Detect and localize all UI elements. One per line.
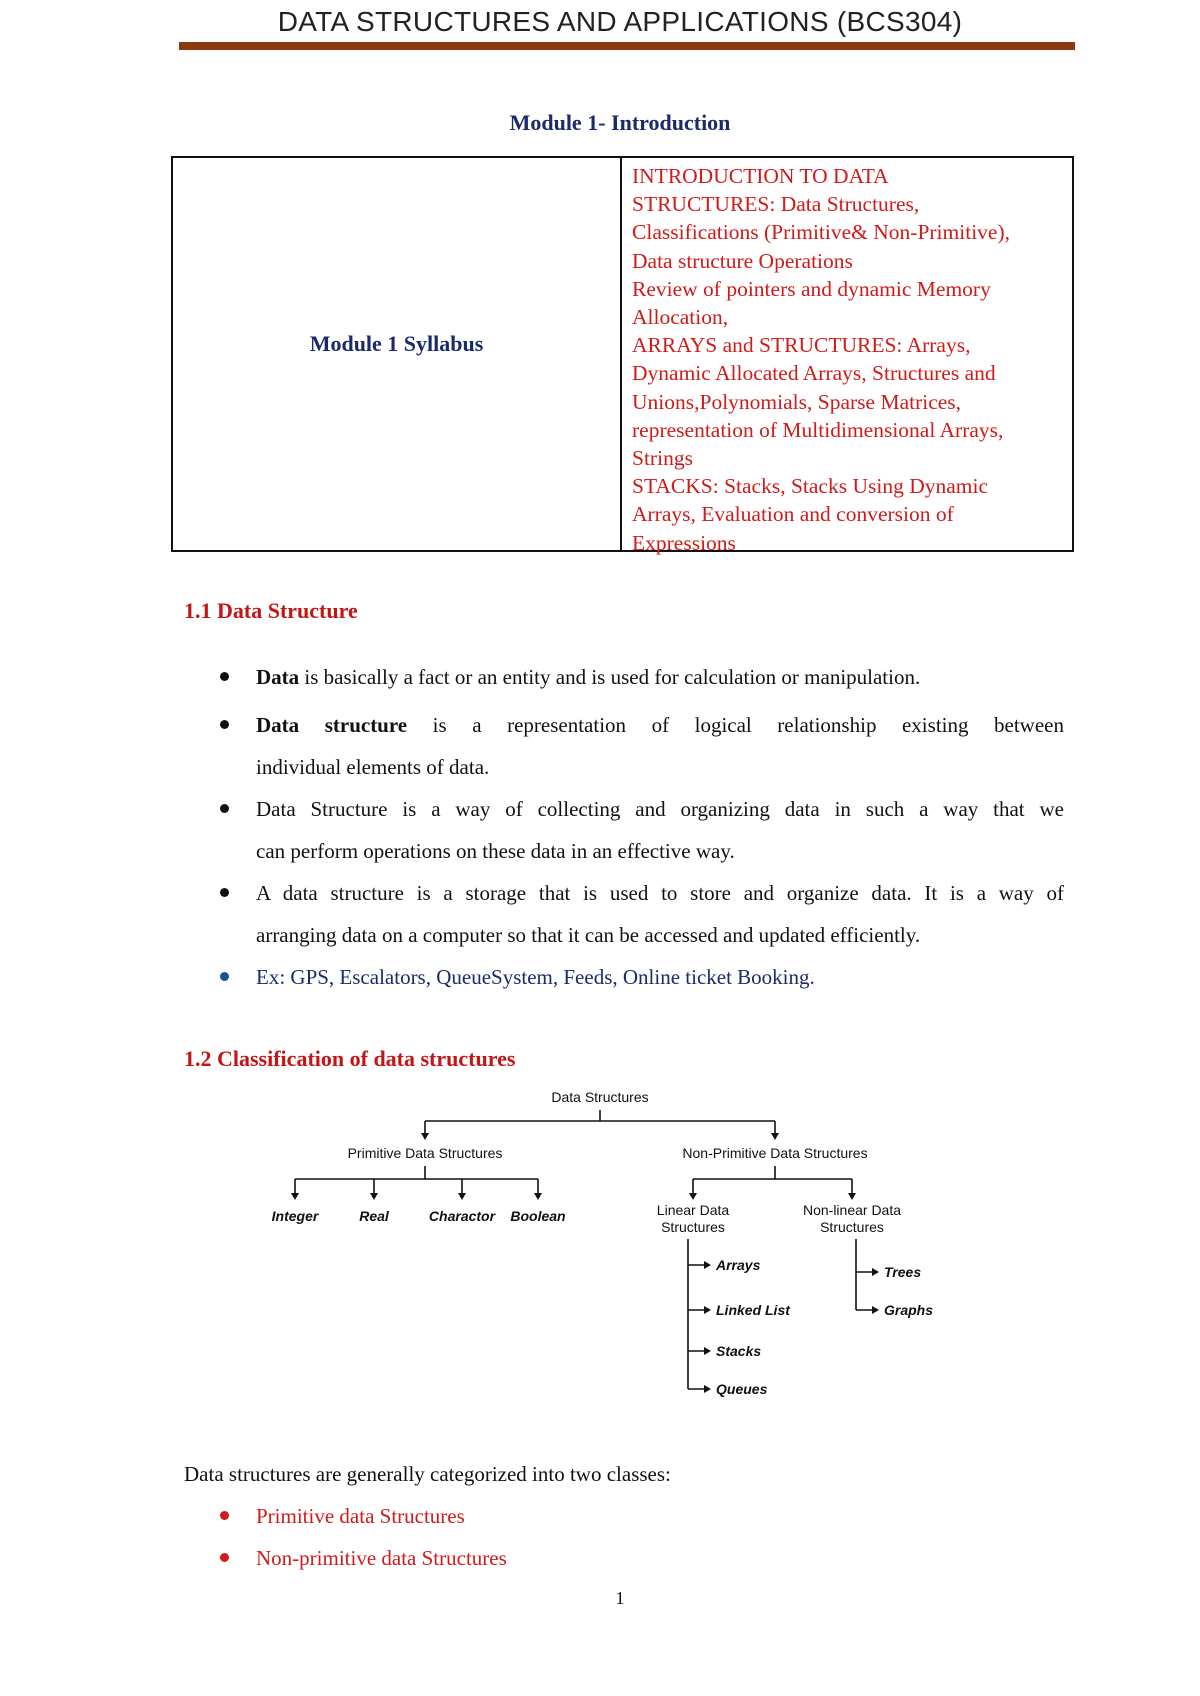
bullet-icon [220,1511,229,1520]
section-heading-classification: 1.2 Classification of data structures [184,1046,516,1071]
syllabus-line: Classifications (Primitive& Non-Primitive), [632,220,1011,245]
diagram-node-charactor: Charactor [428,1208,496,1224]
classification-paragraph: Data structures are generally categorized into two classes: [184,1462,671,1486]
arrow-icon [421,1133,429,1140]
syllabus-line: Expressions [632,530,736,555]
bullet-first-line [256,704,1064,746]
bullet-icon [220,804,229,813]
diagram-node-arrays: Arrays [716,1257,761,1273]
diagram-node-non-linear-line2: Structures [820,1219,884,1235]
diagram-node-primitive: Primitive Data Structures [347,1145,503,1161]
arrow-icon [291,1193,299,1200]
arrow-icon [872,1306,879,1314]
syllabus-line: Data structure Operations [632,248,853,273]
bullet-icon [220,672,229,681]
syllabus-line: Dynamic Allocated Arrays, Structures and [632,361,996,386]
bullet-text: Primitive data Structures [256,1504,465,1528]
syllabus-line: Unions,Polynomials, Sparse Matrices, [632,389,962,414]
diagram-node-stacks: Stacks [716,1343,762,1359]
arrow-icon [872,1268,879,1276]
diagram-node-linear-line2: Structures [661,1219,725,1235]
diagram-node-linear-line1: Linear Data [656,1202,730,1218]
page-header-title: DATA STRUCTURES AND APPLICATIONS (BCS304) [277,6,963,37]
bullet-bold-term: Data [256,665,300,689]
diagram-node-real: Real [359,1208,389,1224]
diagram-node-boolean: Boolean [510,1208,566,1224]
bullet-continuation: individual elements of data. [256,755,490,779]
syllabus-line: representation of Multidimensional Arrays, [632,417,1004,442]
syllabus-line: Review of pointers and dynamic Memory [632,276,991,301]
bullet-text: is a representation of logical relationship existing between [407,713,1064,737]
diagram-node-non-linear-line1: Non-linear Data [802,1202,902,1218]
arrow-icon [848,1193,856,1200]
syllabus-line: STACKS: Stacks, Stacks Using Dynamic [632,474,989,499]
diagram-node-root: Data Structures [551,1089,649,1105]
syllabus-line: Strings [632,446,693,471]
syllabus-content-cell [622,158,1072,555]
syllabus-line: Allocation, [632,305,729,330]
arrow-icon [704,1385,711,1393]
bullet-icon [220,720,229,729]
syllabus-line: STRUCTURES: Data Structures, [632,192,920,217]
bullet-bold-term: Data structure [256,713,408,737]
bullet-continuation: can perform operations on these data in an effective way. [256,839,735,863]
list-item [184,704,1064,788]
data-structure-bullet-list [184,656,1064,998]
syllabus-line: INTRODUCTION TO DATA [632,164,889,188]
arrow-icon [370,1193,378,1200]
diagram-node-linked-list: Linked List [716,1302,790,1318]
diagram-node-integer: Integer [271,1208,319,1224]
diagram-node-trees: Trees [884,1264,922,1280]
diagram-node-non-primitive: Non-Primitive Data Structures [682,1145,868,1161]
arrow-icon [534,1193,542,1200]
bullet-text: Data Structure is a way of collecting and organizing data in such a way that we [256,797,1064,821]
bullet-text: is basically a fact or an entity and is used for calculation or manipulation. [299,665,921,689]
classification-diagram [270,1085,970,1425]
list-item [184,656,1064,698]
arrow-icon [704,1306,711,1314]
bullet-icon [220,972,229,981]
diagram-node-queues: Queues [716,1381,768,1397]
syllabus-line: ARRAYS and STRUCTURES: Arrays, [632,333,971,358]
list-item [184,1495,1064,1537]
syllabus-table [171,156,1074,555]
arrow-icon [704,1261,711,1269]
list-item [184,1537,1064,1579]
bullet-continuation: arranging data on a computer so that it can be accessed and updated efficiently. [256,923,921,947]
page-number: 1 [615,1588,625,1608]
arrow-icon [771,1133,779,1140]
arrow-icon [704,1347,711,1355]
list-item [184,788,1064,872]
list-item-examples [184,956,1064,998]
syllabus-label-cell [173,158,622,550]
diagram-node-graphs: Graphs [884,1302,934,1318]
bullet-text: Ex: GPS, Escalators, QueueSystem, Feeds, Online ticket Booking. [256,965,815,989]
list-item [184,872,1064,956]
module-title: Module 1- Introduction [509,110,731,135]
bullet-text: Non-primitive data Structures [256,1546,507,1570]
syllabus-label: Module 1 Syllabus [309,331,484,356]
arrow-icon [458,1193,466,1200]
syllabus-line: Arrays, Evaluation and conversion of [632,502,954,527]
section-heading-data-structure: 1.1 Data Structure [184,598,358,623]
classes-bullet-list [184,1495,1064,1579]
bullet-text: A data structure is a storage that is used to store and organize data. It is a way of [256,881,1064,905]
bullet-icon [220,1553,229,1562]
bullet-icon [220,888,229,897]
header-rule [179,42,1075,50]
arrow-icon [689,1193,697,1200]
